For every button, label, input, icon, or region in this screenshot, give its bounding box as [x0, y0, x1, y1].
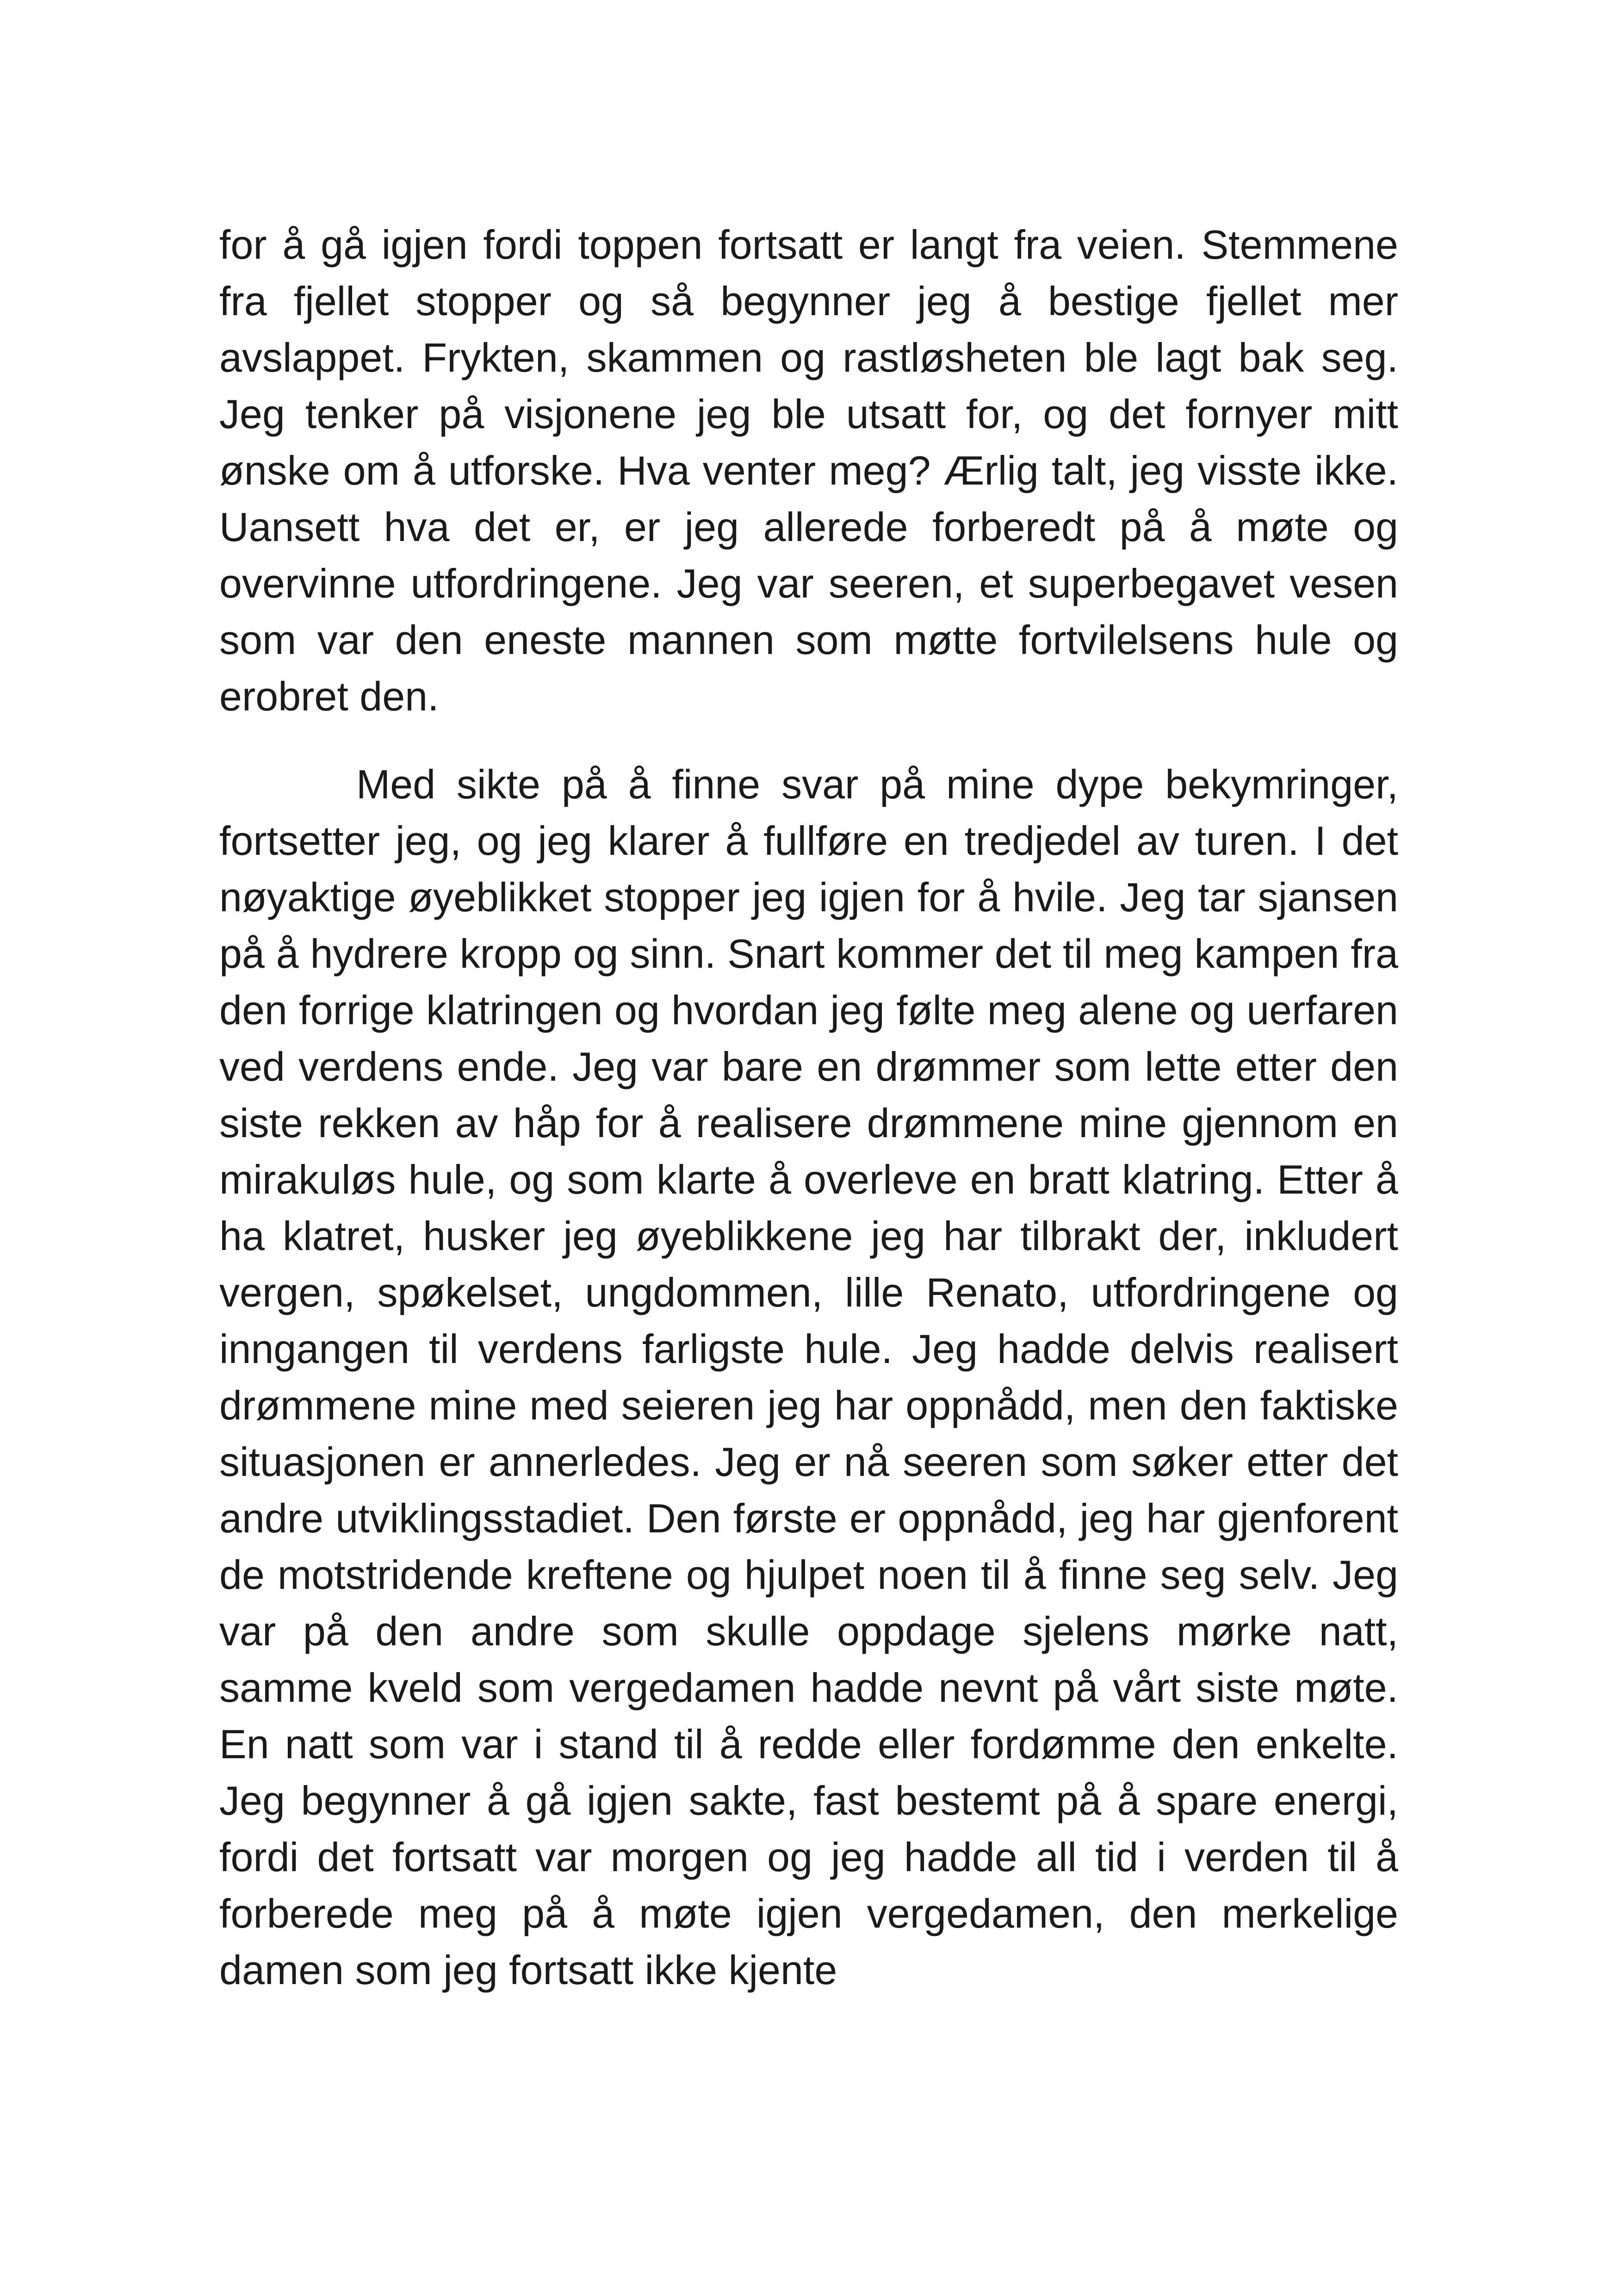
body-text: [219, 217, 1398, 1998]
paragraph-1: for å gå igjen fordi toppen fortsatt er langt fra veien. Stemmene fra fjellet stopper og så begynner jeg å bestige fjellet mer avslappet. Frykten, skammen og rastløsheten ble lagt bak seg. Jeg tenker på visjonene jeg ble utsatt for, og det fornyer mitt ønske om å utforske. Hva venter meg? Ærlig talt, jeg visste ikke. Uansett hva det er, er jeg allerede forberedt på å møte og overvinne utfordringene. Jeg var seeren, et superbegavet vesen som var den eneste mannen som møtte fortvilelsens hule og erobret den.: [219, 222, 1398, 719]
paragraph-2: Med sikte på å finne svar på mine dype bekymringer, fortsetter jeg, og jeg klarer å fullføre en tredjedel av turen. I det nøyaktige øyeblikket stopper jeg igjen for å hvile. Jeg tar sjansen på å hydrere kropp og sinn. Snart kommer det til meg kampen fra den forrige klatringen og hvordan jeg følte meg alene og uerfaren ved verdens ende. Jeg var bare en drømmer som lette etter den siste rekken av håp for å realisere drømmene mine gjennom en mirakuløs hule, og som klarte å overleve en bratt klatring. Etter å ha klatret, husker jeg øyeblikkene jeg har tilbrakt der, inkludert vergen, spøkelset, ungdommen, lille Renato, utfordringene og inngangen til verdens farligste hule. Jeg hadde delvis realisert drømmene mine med seieren jeg har oppnådd, men den faktiske situasjonen er annerledes. Jeg er nå seeren som søker etter det andre utviklingsstadiet. Den første er oppnådd, jeg har gjenforent de motstridende kreftene og hjulpet noen til å finne seg selv. Jeg var på den andre som skulle oppdage sjelens mørke natt, samme kveld som vergedamen hadde nevnt på vårt siste møte. En natt som var i stand til å redde eller fordømme den enkelte. Jeg begynner å gå igjen sakte, fast bestemt på å spare energi, fordi det fortsatt var morgen og jeg hadde all tid i verden til å forberede meg på å møte igjen vergedamen, den merkelige damen som jeg fortsatt ikke kjente: [219, 761, 1398, 1993]
